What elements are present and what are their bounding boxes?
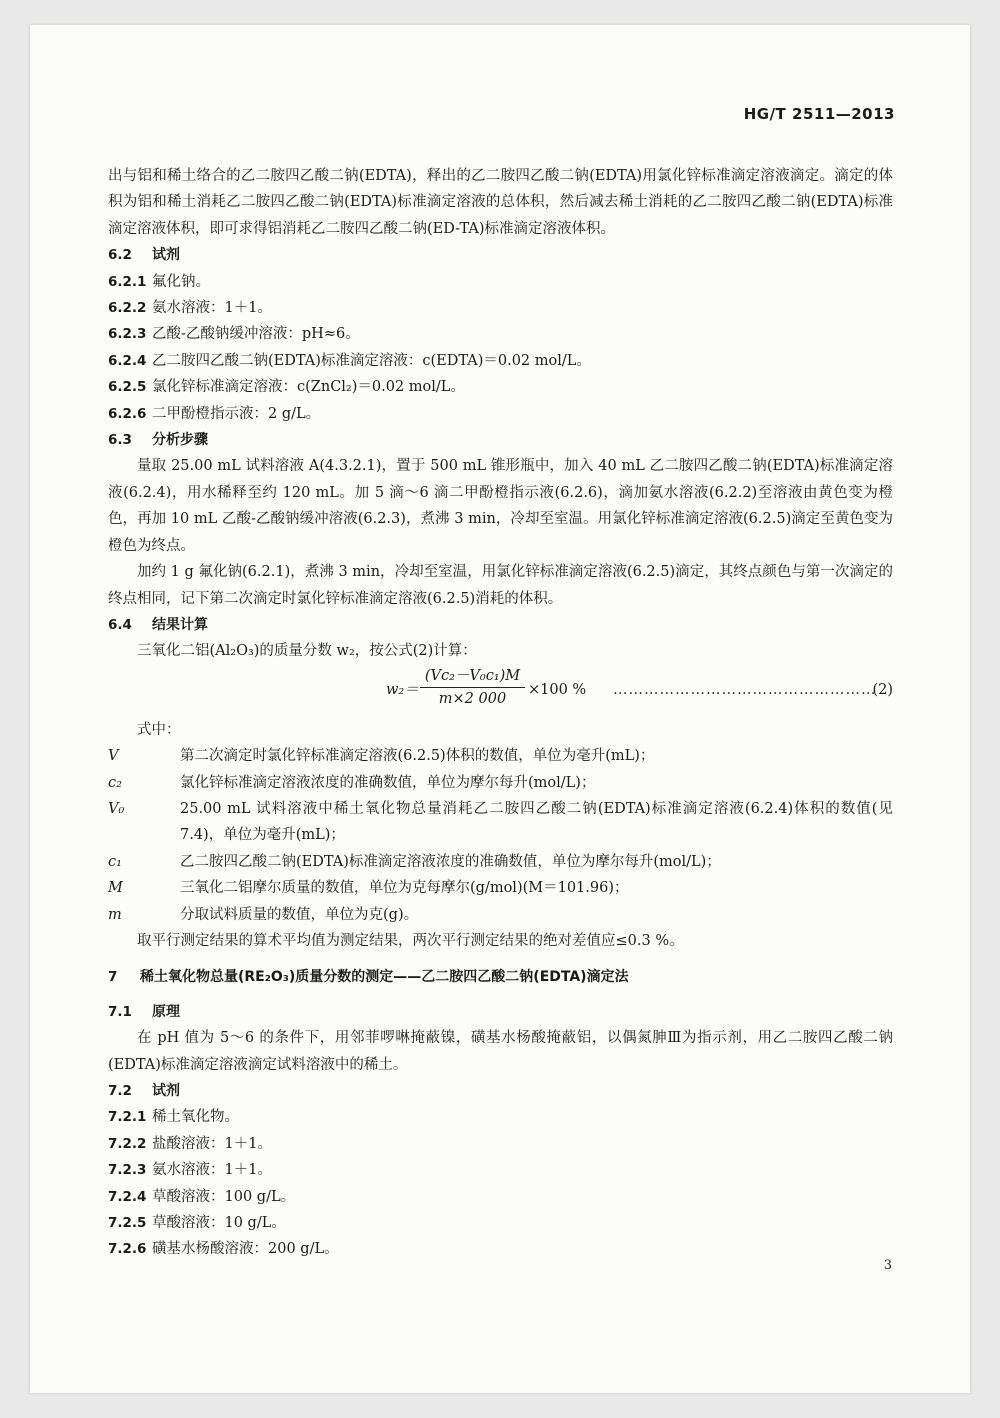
variable-symbol: M bbox=[108, 880, 123, 897]
section-title: 试剂 bbox=[152, 247, 180, 264]
list-item bbox=[108, 269, 893, 295]
formula-leader-dots: …………………………………………… bbox=[613, 681, 877, 698]
formula-rhs: ×100 % bbox=[528, 681, 587, 698]
section-number: 6.3 bbox=[108, 432, 132, 449]
section-7-heading bbox=[108, 964, 893, 990]
item-text: 稀土氧化物。 bbox=[152, 1109, 239, 1126]
formula-lhs: w₂＝ bbox=[386, 681, 419, 698]
item-number: 7.2.2 bbox=[108, 1135, 147, 1152]
variable-symbol: c₂ bbox=[108, 774, 122, 791]
list-item bbox=[108, 321, 893, 347]
item-number: 7.2.4 bbox=[108, 1188, 147, 1205]
list-item bbox=[108, 1157, 893, 1183]
variable-row bbox=[108, 902, 893, 928]
section-title: 结果计算 bbox=[152, 616, 208, 633]
list-item bbox=[108, 1210, 893, 1236]
where-label: 式中： bbox=[137, 721, 181, 738]
section-title: 分析步骤 bbox=[152, 432, 208, 449]
item-text: 氟化钠。 bbox=[152, 273, 210, 290]
section-number: 7 bbox=[108, 969, 118, 986]
section-7-1-heading bbox=[108, 999, 893, 1025]
standard-code: HG/T 2511—2013 bbox=[743, 105, 895, 123]
procedure-paragraph-2: 加约 1 g 氟化钠(6.2.1)，煮沸 3 min，冷却至室温，用氯化锌标准滴定溶液(6.2.5)滴定，其终点颜色与第一次滴定的终点相同，记下第二次滴定时氯化锌标准滴定溶液(6.2.5)消耗的体积。 bbox=[108, 564, 893, 607]
equation-number: (2) bbox=[872, 681, 893, 698]
page-content bbox=[108, 163, 893, 1263]
page-number: 3 bbox=[883, 1258, 892, 1273]
variable-description: 第二次滴定时氯化锌标准滴定溶液(6.2.5)体积的数值，单位为毫升(mL)； bbox=[180, 748, 655, 765]
item-text: 氨水溶液：1＋1。 bbox=[152, 1162, 272, 1179]
section-number: 6.4 bbox=[108, 616, 132, 633]
variable-description: 25.00 mL 试料溶液中稀土氧化物总量消耗乙二胺四乙酸二钠(EDTA)标准滴定溶液(6.2.4)体积的数值(见 7.4)，单位为毫升(mL)； bbox=[180, 800, 893, 844]
procedure-paragraph-1: 量取 25.00 mL 试料溶液 A(4.3.2.1)，置于 500 mL 锥形瓶中，加入 40 mL 乙二胺四乙酸二钠(EDTA)标准滴定溶液(6.2.4)，用水稀释至约 120 mL。加 5 滴～6 滴二甲酚橙指示液(6.2.6)，滴加氨水溶液(6.2.2)至溶液由黄色变为橙色，再加 10 mL 乙酸-乙酸钠缓冲溶液(6.2.3)，煮沸 3 min，冷却至室温。用氯化锌标准滴定溶液(6.2.5)滴定至黄色变为橙色为终点。 bbox=[108, 458, 893, 554]
item-number: 6.2.2 bbox=[108, 300, 147, 317]
item-number: 6.2.6 bbox=[108, 405, 147, 422]
formula-numerator: (Vc₂－V₀c₁)M bbox=[420, 665, 525, 688]
item-text: 氯化锌标准滴定溶液：c(ZnCl₂)＝0.02 mol/L。 bbox=[152, 379, 465, 396]
formula-fraction bbox=[420, 665, 525, 710]
section-number: 7.1 bbox=[108, 1003, 132, 1020]
section-number: 7.2 bbox=[108, 1083, 132, 1099]
item-text: 二甲酚橙指示液：2 g/L。 bbox=[152, 405, 321, 422]
calculation-lead: 三氧化二铝(Al₂O₃)的质量分数 w₂，按公式(2)计算： bbox=[137, 643, 477, 660]
section-6-4-heading bbox=[108, 612, 893, 638]
list-item bbox=[108, 401, 893, 427]
item-text: 草酸溶液：10 g/L。 bbox=[152, 1215, 286, 1232]
item-number: 7.2.3 bbox=[108, 1162, 147, 1179]
variable-row bbox=[108, 743, 893, 769]
item-text: 磺基水杨酸溶液：200 g/L。 bbox=[152, 1241, 339, 1258]
variable-description: 分取试料质量的数值，单位为克(g)。 bbox=[180, 906, 419, 923]
section-title: 稀土氧化物总量(RE₂O₃)质量分数的测定——乙二胺四乙酸二钠(EDTA)滴定法 bbox=[140, 969, 629, 986]
list-item bbox=[108, 1131, 893, 1157]
item-number: 7.2.6 bbox=[108, 1241, 147, 1258]
item-number: 6.2.1 bbox=[108, 273, 147, 290]
section-title: 原理 bbox=[152, 1003, 180, 1020]
document-page bbox=[30, 25, 970, 1393]
formula-denominator: m×2 000 bbox=[438, 690, 507, 707]
item-number: 6.2.5 bbox=[108, 379, 147, 396]
precision-note: 取平行测定结果的算术平均值为测定结果，两次平行测定结果的绝对差值应≤0.3 %。 bbox=[137, 932, 684, 949]
item-text: 盐酸溶液：1＋1。 bbox=[152, 1135, 272, 1152]
item-number: 6.2.3 bbox=[108, 326, 147, 343]
principle-paragraph: 在 pH 值为 5～6 的条件下，用邻菲啰啉掩蔽镍，磺基水杨酸掩蔽铝，以偶氮胂Ⅲ为指示剂，用乙二胺四乙酸二钠(EDTA)标准滴定溶液滴定试料溶液中的稀土。 bbox=[108, 1030, 893, 1073]
variable-symbol: m bbox=[108, 906, 122, 923]
variable-description: 氯化锌标准滴定溶液浓度的准确数值，单位为摩尔每升(mol/L)； bbox=[180, 774, 596, 791]
section-title: 试剂 bbox=[152, 1083, 180, 1099]
variable-symbol: c₁ bbox=[108, 853, 122, 870]
list-item bbox=[108, 295, 893, 321]
list-item bbox=[108, 1104, 893, 1130]
list-item bbox=[108, 1236, 893, 1262]
intro-paragraph: 出与铝和稀土络合的乙二胺四乙酸二钠(EDTA)，释出的乙二胺四乙酸二钠(EDTA)用氯化锌标准滴定溶液滴定。滴定的体积为铝和稀土消耗乙二胺四乙酸二钠(EDTA)标准滴定溶液的总体积，然后减去稀土消耗的乙二胺四乙酸二钠(EDTA)标准滴定溶液体积，即可求得铝消耗乙二胺四乙酸二钠(ED-TA)标准滴定溶液体积。 bbox=[108, 168, 893, 237]
item-number: 7.2.1 bbox=[108, 1109, 147, 1126]
list-item bbox=[108, 1184, 893, 1210]
variable-description: 三氧化二铝摩尔质量的数值，单位为克每摩尔(g/mol)(M＝101.96)； bbox=[180, 880, 629, 897]
variable-symbol: V₀ bbox=[108, 800, 125, 817]
variable-row bbox=[108, 770, 893, 796]
variable-description: 乙二胺四乙酸二钠(EDTA)标准滴定溶液浓度的准确数值，单位为摩尔每升(mol/L)； bbox=[180, 853, 721, 870]
item-text: 草酸溶液：100 g/L。 bbox=[152, 1188, 296, 1205]
item-text: 乙二胺四乙酸二钠(EDTA)标准滴定溶液：c(EDTA)＝0.02 mol/L。 bbox=[152, 352, 591, 369]
list-item bbox=[108, 374, 893, 400]
section-6-2-heading bbox=[108, 242, 893, 268]
section-number: 6.2 bbox=[108, 247, 132, 264]
variable-symbol: V bbox=[108, 748, 119, 765]
list-item bbox=[108, 348, 893, 374]
variable-row bbox=[108, 875, 893, 901]
section-7-2-heading bbox=[108, 1078, 893, 1104]
item-text: 乙酸-乙酸钠缓冲溶液：pH≈6。 bbox=[152, 326, 360, 343]
item-number: 6.2.4 bbox=[108, 352, 147, 369]
item-number: 7.2.5 bbox=[108, 1215, 147, 1232]
item-text: 氨水溶液：1＋1。 bbox=[152, 300, 272, 317]
section-6-3-heading bbox=[108, 427, 893, 453]
variable-row bbox=[108, 796, 893, 849]
variable-row bbox=[108, 849, 893, 875]
formula-2 bbox=[108, 667, 893, 713]
